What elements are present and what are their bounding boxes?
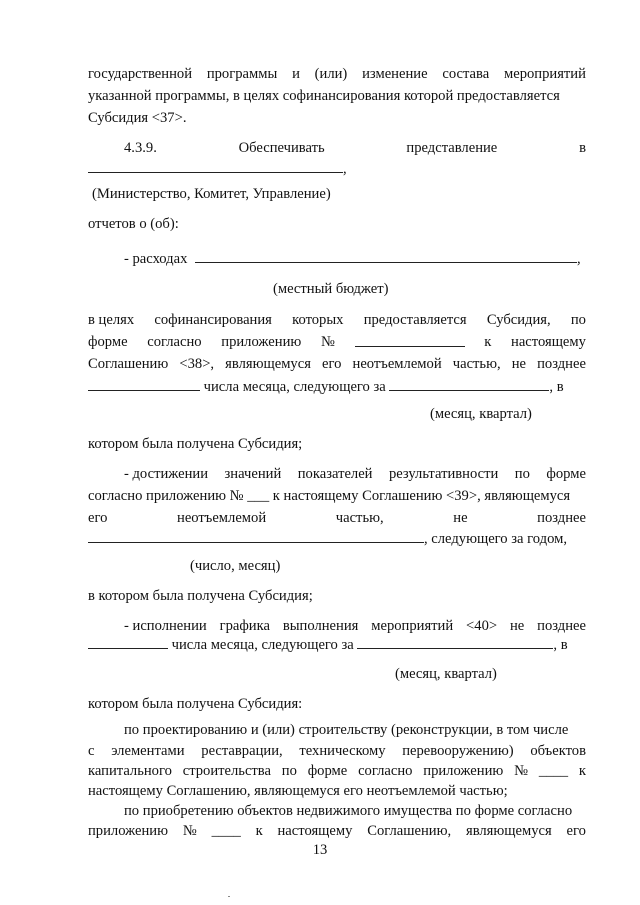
word: - исполнении — [124, 618, 207, 634]
word: согласно — [358, 763, 413, 779]
line-13: числа месяца, следующего за , в — [88, 376, 586, 396]
word: перевооружению) — [402, 743, 514, 759]
line-17: согласно приложению № ___ к настоящему Соглашению <39>, являющемуся — [88, 488, 571, 504]
word: по — [514, 466, 530, 482]
word: государственной — [88, 66, 193, 82]
word: мероприятий — [503, 66, 586, 82]
word: графика — [219, 618, 270, 634]
line-8 — [124, 248, 586, 268]
comma: , — [577, 251, 581, 267]
blank-field-expenses — [195, 248, 577, 263]
line-6-caption: (Министерство, Комитет, Управление) — [92, 186, 331, 202]
word: неотъемлемой — [352, 356, 442, 372]
word: строительства — [182, 763, 271, 779]
line-22 — [124, 616, 586, 636]
word: к — [578, 763, 586, 779]
word: и — [292, 66, 300, 82]
word: (или) — [314, 66, 348, 82]
word: № — [514, 763, 529, 779]
word: состава — [442, 66, 490, 82]
word: № — [182, 823, 197, 839]
word: Соглашению — [88, 356, 169, 372]
line-11-words: форме согласно приложению № к настоящему — [88, 334, 586, 350]
word: элементами — [111, 743, 185, 759]
word: его — [566, 823, 586, 839]
word: форме — [546, 466, 586, 482]
word: - достижении — [124, 466, 209, 482]
line-28 — [88, 761, 586, 781]
line-4 — [124, 138, 586, 158]
word: с — [88, 743, 95, 759]
word: Соглашению, — [367, 823, 452, 839]
word: частью, — [335, 510, 384, 526]
line-21: в котором была получена Субсидия; — [88, 588, 313, 604]
word: настоящему — [277, 823, 353, 839]
line-1 — [88, 64, 586, 84]
word: <38>, — [179, 356, 215, 372]
word: <40> — [466, 618, 498, 634]
word: софинансирования — [154, 312, 272, 328]
word: приложению — [423, 763, 504, 779]
line-10 — [88, 310, 586, 330]
word: ____ — [211, 823, 241, 839]
word: ____ — [538, 763, 569, 779]
word: выполнения — [282, 618, 359, 634]
word: в — [579, 140, 586, 156]
blank-field-day-2 — [88, 634, 168, 649]
word: значений — [224, 466, 282, 482]
word: 4.3.9. — [124, 140, 157, 156]
line-23: числа месяца, следующего за , в — [88, 634, 586, 654]
word: техническому — [299, 743, 386, 759]
word: Обеспечивать — [238, 140, 325, 156]
line-4-words — [124, 138, 586, 158]
word: по — [570, 312, 586, 328]
blank-field-date — [88, 528, 424, 543]
word: являющемуся — [465, 823, 552, 839]
caption-day-month: (число, месяц) — [190, 558, 281, 574]
word: частью, — [452, 356, 501, 372]
word: Субсидия, — [486, 312, 551, 328]
word: по — [281, 763, 297, 779]
blank-field-month-2 — [357, 634, 553, 649]
line-3: Субсидия <37>. — [88, 110, 187, 126]
blank-field-month — [389, 376, 549, 391]
expenses-label: - расходах — [124, 251, 188, 267]
word: которых — [292, 312, 344, 328]
comma: , — [343, 161, 347, 177]
word: не — [511, 356, 527, 372]
scan-speck — [228, 896, 230, 897]
word: показателей — [297, 466, 373, 482]
word: объектов — [530, 743, 586, 759]
word: позднее — [537, 618, 586, 634]
word: предоставляется — [363, 312, 467, 328]
caption-local-budget: (местный бюджет) — [273, 281, 389, 297]
line-18 — [88, 508, 586, 528]
word: реставрации, — [201, 743, 283, 759]
word: неотъемлемой — [177, 510, 267, 526]
line-12 — [88, 354, 586, 374]
line-11 — [88, 332, 586, 352]
word: его — [322, 356, 342, 372]
word: позднее — [537, 356, 586, 372]
word: изменение — [362, 66, 428, 82]
word: позднее — [537, 510, 586, 526]
word: программы — [206, 66, 278, 82]
caption-month-quarter-1: (месяц, квартал) — [430, 406, 532, 422]
word: к — [255, 823, 263, 839]
word: результативности — [388, 466, 499, 482]
word: капитального — [88, 763, 172, 779]
line-27 — [88, 741, 586, 761]
page-number: 13 — [312, 842, 328, 858]
line-15: котором была получена Субсидия; — [88, 436, 303, 452]
line-25: котором была получена Субсидия: — [88, 696, 303, 712]
word: приложению — [88, 823, 169, 839]
caption-month-quarter-2: (месяц, квартал) — [395, 666, 497, 682]
word: являющемуся — [225, 356, 311, 372]
word: мероприятий — [371, 618, 454, 634]
line-2: указанной программы, в целях софинансирования которой предоставляется — [88, 88, 560, 104]
line-7: отчетов о (об): — [88, 216, 179, 232]
blank-field-appendix — [355, 332, 465, 347]
word: не — [509, 618, 525, 634]
line-29: настоящему Соглашению, являющемуся его неотъемлемой частью; — [88, 783, 508, 799]
line-30: по приобретению объектов недвижимого имущества по форме согласно — [124, 803, 573, 819]
blank-field-ministry — [88, 158, 343, 173]
line-26: по проектированию и (или) строительству (реконструкции, в том числе — [124, 722, 569, 738]
word: не — [453, 510, 468, 526]
line-19: , следующего за годом, — [88, 528, 586, 548]
word: представление — [406, 140, 498, 156]
word: в целях — [88, 312, 135, 328]
line-5 — [88, 158, 586, 178]
word: его — [88, 510, 108, 526]
line-31 — [88, 821, 586, 841]
word: форме — [307, 763, 348, 779]
blank-field-day — [88, 376, 200, 391]
line-16 — [124, 464, 586, 484]
